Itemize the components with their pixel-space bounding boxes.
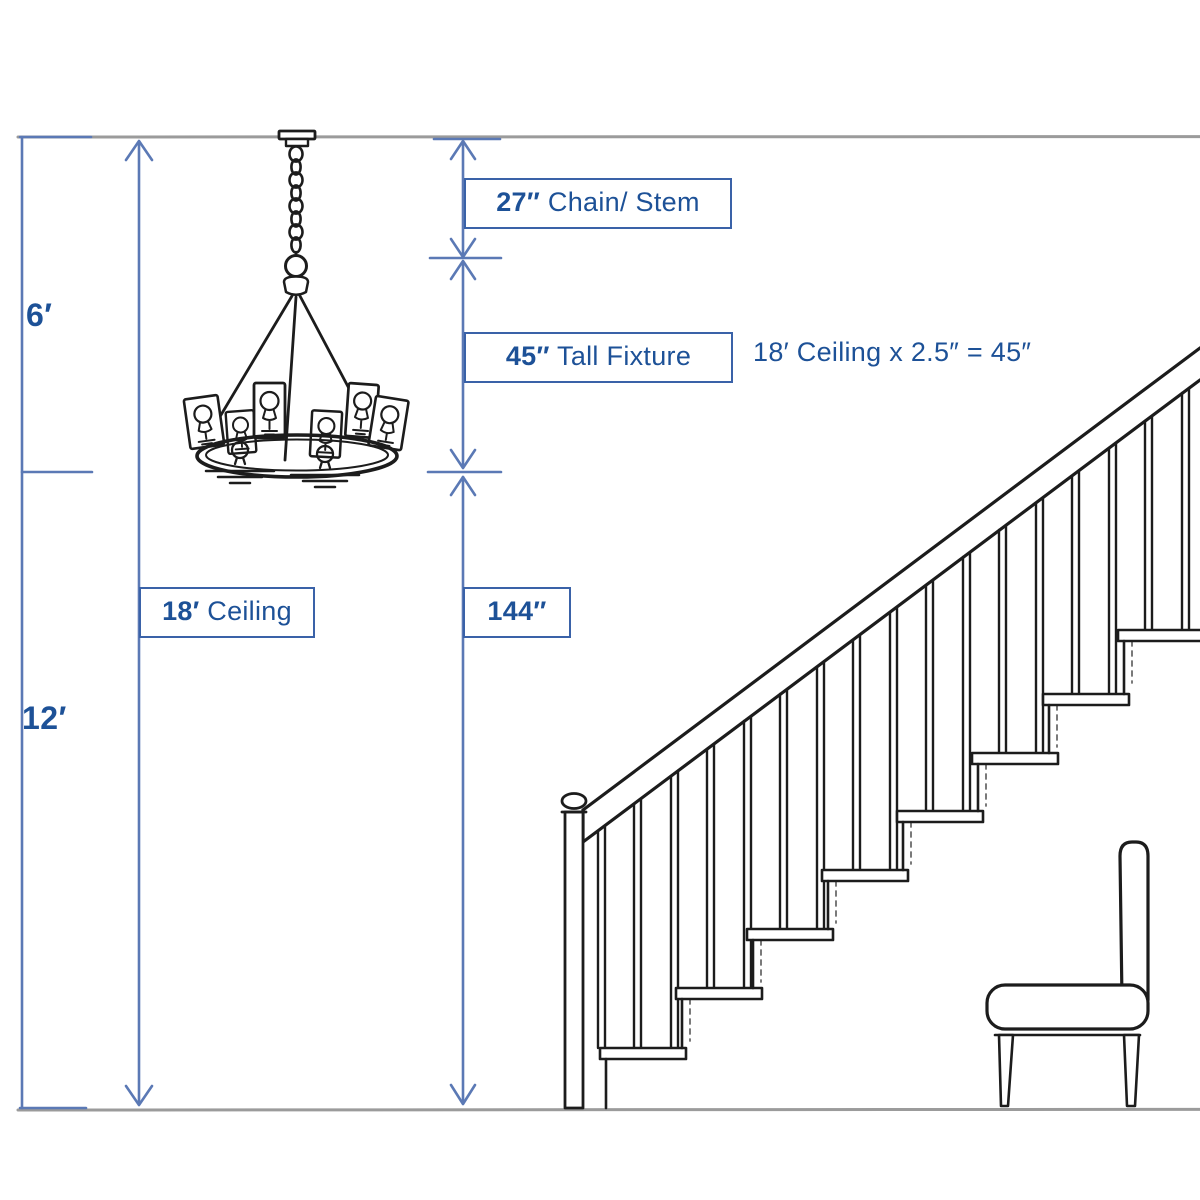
- ceiling-text: Ceiling: [199, 596, 292, 626]
- wall-height-line: [20, 137, 92, 1108]
- floor-line: [18, 1109, 1200, 1110]
- handrail: [583, 348, 1200, 842]
- balusters: [598, 388, 1189, 1048]
- label-lower-wall-height: 12′: [22, 700, 67, 736]
- shade-1: [184, 395, 225, 449]
- label-drop-inches: [463, 587, 571, 638]
- drop-value: 144″: [487, 596, 547, 626]
- ceiling-value: 18′: [162, 596, 200, 626]
- ceiling-line: [18, 136, 1200, 137]
- label-ceiling-height: [139, 587, 315, 638]
- fixture-value: 45″: [505, 341, 550, 371]
- label-chain-stem: [464, 178, 732, 229]
- chain-text: Chain/ Stem: [540, 187, 700, 217]
- label-tall-fixture: [464, 332, 733, 383]
- label-upper-wall-height: 6′: [26, 297, 53, 333]
- chain: [290, 146, 303, 252]
- steps: [600, 630, 1200, 1108]
- chain-value: 27″: [496, 187, 541, 217]
- newel-post: [562, 794, 586, 1109]
- shade-3: [254, 383, 285, 438]
- chair-sketch: [987, 842, 1148, 1106]
- fixture-text: Tall Fixture: [549, 341, 692, 371]
- shade-2: [226, 410, 257, 454]
- chandelier-sketch: [184, 131, 409, 487]
- label-sizing-formula: 18′ Ceiling x 2.5″ = 45″: [753, 337, 1032, 367]
